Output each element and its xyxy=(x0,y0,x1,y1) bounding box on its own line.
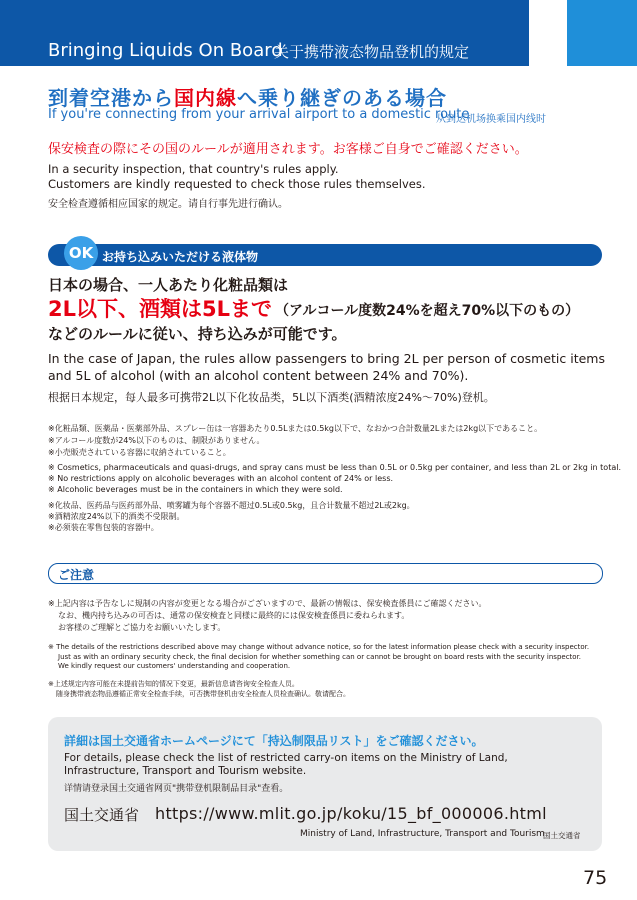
caution-line: お客様のご理解とご協力をお願いいたします。 xyxy=(58,623,226,632)
ministry-name-ja: 国土交通省 xyxy=(543,831,581,840)
rule-line3: などのルールに従い、持ち込みが可能です。 xyxy=(48,325,347,343)
note-item: ※アルコール度数が24%以下のものは、制限がありません。 xyxy=(48,436,265,445)
caution-header-box xyxy=(48,563,603,584)
note-item: ※ Cosmetics, pharmaceuticals and quasi-drugs, and spray cans must be less than 0.5L or 0.5kg per container, and less than 2L or 2kg in total. xyxy=(48,463,622,472)
caution-line: ※ The details of the restrictions described above may change without advance notice, so for the latest information please check with a security inspector. xyxy=(48,643,590,651)
note-item: ※化妆品、医药品与医药部外品、喷雾罐为每个容器不超过0.5L或0.5kg，且合计数量不超过2L或2kg。 xyxy=(48,501,415,510)
warning-en-line2: Customers are kindly requested to check those rules themselves. xyxy=(48,177,426,191)
note-item: ※必须装在零售包装的容器中。 xyxy=(48,523,159,532)
rule-line2-paren: （アルコール度数24%を超え70%以下のもの） xyxy=(275,303,580,319)
header-title-en: Bringing Liquids On Board xyxy=(48,40,283,61)
section-title-zh: 从到达机场换乘国内线时 xyxy=(436,114,546,125)
caution-line: ※上記内容は予告なしに規制の内容が変更となる場合がございますので、最新の情報は、保安検査係員にご確認ください。 xyxy=(48,599,487,608)
note-item: ※ No restrictions apply on alcoholic beverages with an alcohol content of 24% or less. xyxy=(48,474,394,483)
ministry-name-en: Ministry of Land, Infrastructure, Transport and Tourism xyxy=(300,829,545,839)
header-title-zh: 关于携带液态物品登机的规定 xyxy=(274,43,470,61)
info-en-line2: Infrastructure, Transport and Tourism website. xyxy=(64,765,307,777)
info-title: 詳細は国土交通省ホームページにて「持込制限品リスト」をご確認ください。 xyxy=(64,734,484,748)
info-en-line1: For details, please check the list of restricted carry-on items on the Ministry of Land, xyxy=(64,752,508,764)
rule-line2-highlight: 2L以下、酒類は5Lまで xyxy=(48,297,272,321)
ok-badge-icon: OK xyxy=(64,236,98,270)
rule-line1: 日本の場合、一人あたり化粧品類は xyxy=(48,276,289,294)
ministry-url-link[interactable]: https://www.mlit.go.jp/koku/15_bf_000006.html xyxy=(155,804,547,823)
note-item: ※小売販売されている容器に収納されていること。 xyxy=(48,448,231,457)
section-title-en: If you're connecting from your arrival airport to a domestic route xyxy=(48,107,470,122)
url-label: 国土交通省 xyxy=(64,806,140,824)
warning-zh: 安全检查遵循相应国家的规定。请自行事先进行确认。 xyxy=(48,199,288,210)
note-item: ※化粧品類、医薬品・医薬部外品、スプレー缶は一容器あたり0.5Lまたは0.5kg以下で、なおかつ合計数量2Lまたは2kg以下であること。 xyxy=(48,424,543,433)
info-zh: 详情请登录国土交通省网页"携带登机限制品目录"查看。 xyxy=(64,784,289,794)
caution-label: ご注意 xyxy=(58,568,95,582)
caution-line: なお、機内持ち込みの可否は、通常の保安検査と同様に最終的には保安検査係員に委ねられます。 xyxy=(58,611,410,620)
section-title: 到着空港から国内線へ乗り継ぎのある場合 xyxy=(48,86,447,110)
warning-ja: 保安検査の際にその国のルールが適用されます。お客様ご自身でご確認ください。 xyxy=(48,142,528,157)
caution-line: We kindly request our customers' understanding and cooperation. xyxy=(58,662,291,670)
caution-line: ※上述规定内容可能在未提前告知的情况下变更，最新信息请咨询安全检查人员。 xyxy=(48,680,299,688)
caution-line: 随身携带液态物品遵循正常安全检查手续，可否携带登机由安全检查人员检查确认。敬请配合。 xyxy=(56,690,350,698)
note-item: ※ Alcoholic beverages must be in the containers in which they were sold. xyxy=(48,485,343,494)
caution-line: Just as with an ordinary security check, the final decision for whether something can or cannot be brought on board rests with the security inspector. xyxy=(58,653,582,661)
page-number: 75 xyxy=(583,867,608,889)
note-item: ※酒精浓度24%以下的酒类不受限制。 xyxy=(48,512,185,521)
warning-en-line1: In a security inspection, that country's rules apply. xyxy=(48,162,339,176)
ok-section-label: お持ち込みいただける液体物 xyxy=(102,250,259,264)
rule-zh: 根据日本规定，每人最多可携带2L以下化妆品类，5L以下酒类(酒精浓度24%～70%)登机。 xyxy=(48,391,495,404)
rule-en: In the case of Japan, the rules allow passengers to bring 2L per person of cosmetic items and 5L of alcohol (with an alcohol content between 24% and 70%). xyxy=(48,351,605,383)
